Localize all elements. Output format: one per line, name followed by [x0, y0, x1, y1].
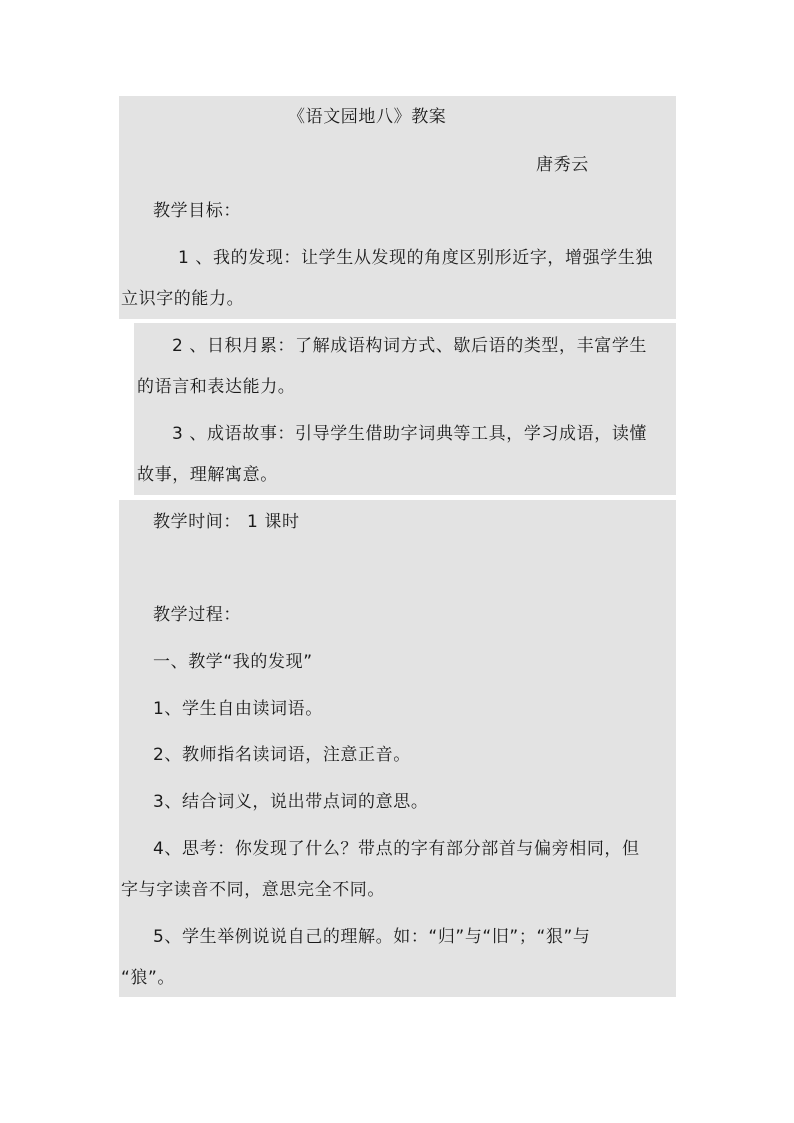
step-5-line-2: “狼”。 [121, 968, 176, 988]
document-title: 《语文园地八》教案 [288, 107, 447, 127]
step-4-line-2: 字与字读音不同，意思完全不同。 [121, 880, 385, 900]
step-2: 2、教师指名读词语，注意正音。 [153, 745, 411, 765]
process-heading: 教学过程： [153, 605, 241, 625]
step-1: 1、学生自由读词语。 [153, 699, 323, 719]
step-5-line-1: 5、学生举例说说自己的理解。如：“归”与“旧”；“狠”与 [153, 927, 591, 947]
step-4-line-1: 4、思考：你发现了什么？带点的字有部分部首与偏旁相同，但 [153, 839, 640, 859]
goal-3-line-1: 3 、成语故事：引导学生借助字词典等工具，学习成语，读懂 [172, 424, 648, 444]
section-1-heading: 一、教学“我的发现” [153, 652, 313, 672]
goal-2-line-1: 2 、日积月累：了解成语构词方式、歇后语的类型，丰富学生 [172, 336, 648, 356]
teaching-time: 教学时间： 1 课时 [153, 512, 300, 532]
goal-2-line-2: 的语言和表达能力。 [137, 377, 296, 397]
author-name: 唐秀云 [536, 155, 589, 175]
goal-3-line-2: 故事，理解寓意。 [137, 465, 278, 485]
goal-1-line-2: 立识字的能力。 [121, 289, 245, 309]
goals-heading: 教学目标： [153, 201, 241, 221]
goal-1-line-1: 1 、我的发现：让学生从发现的角度区别形近字，增强学生独 [178, 248, 654, 268]
step-3: 3、结合词义，说出带点词的意思。 [153, 792, 429, 812]
